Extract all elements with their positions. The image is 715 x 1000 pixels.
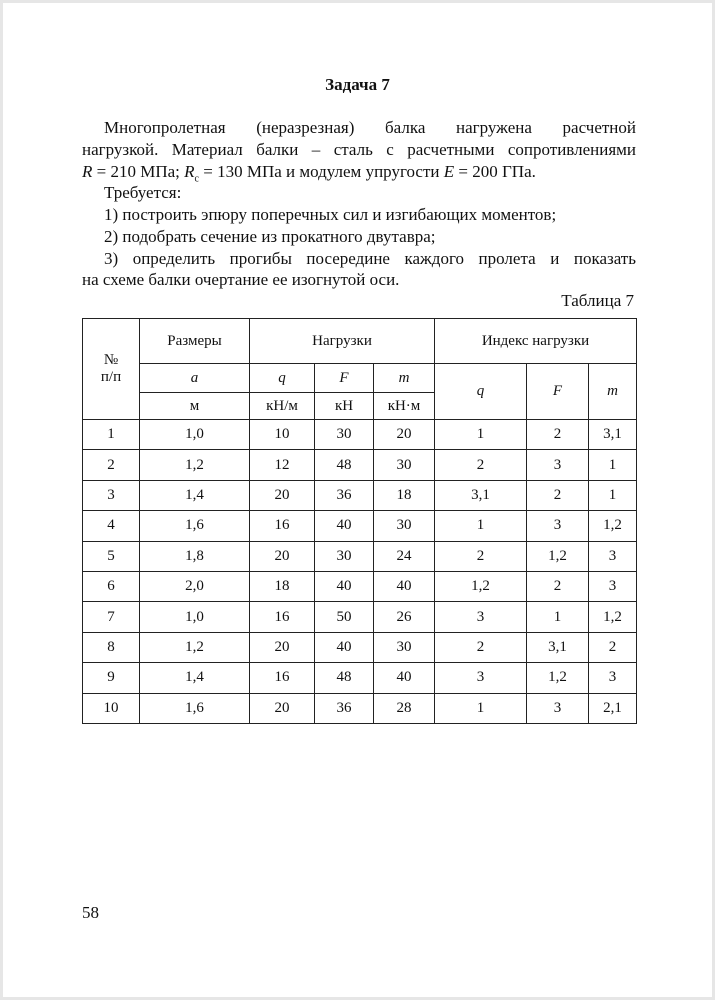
table-row [83,511,637,541]
table-cell: 20 [250,632,315,662]
table-cell: 1 [435,511,527,541]
table-cell: 36 [315,480,374,510]
table-row [83,632,637,662]
table-cell: 20 [374,420,435,450]
table-cell: 1,4 [140,480,250,510]
table-cell: 30 [315,541,374,571]
table-cell: 5 [83,541,140,571]
header-loads: Нагрузки [250,319,435,364]
table-cell: 40 [315,571,374,601]
requirements-heading: Требуется: [104,183,182,202]
table-cell: 9 [83,663,140,693]
table-cell: 3 [589,663,637,693]
table-row [83,420,637,450]
header-sizes: Размеры [140,319,250,364]
table-cell: 18 [250,571,315,601]
table-cell: 3 [527,693,589,723]
table-row [83,450,637,480]
table-cell: 50 [315,602,374,632]
table-cell: 1,0 [140,602,250,632]
table-cell: 1 [527,602,589,632]
table-cell: 20 [250,693,315,723]
table-cell: 2 [83,450,140,480]
table-cell: 3 [435,602,527,632]
subscript: c [194,173,199,185]
table-cell: 18 [374,480,435,510]
table-cell: 28 [374,693,435,723]
table-cell: 40 [315,511,374,541]
table-cell: 1,4 [140,663,250,693]
requirement-item: 3) определить прогибы посередине каждого пролета и показать [104,249,636,268]
table-row [83,541,637,571]
header-index-q: q [435,364,527,420]
symbol-r: R [82,162,93,181]
header-index: Индекс нагрузки [435,319,637,364]
unit-f: кН [315,393,374,420]
paragraph-line: Многопролетная (неразрезная) балка нагружена расчетной [104,118,636,137]
requirement-item-cont: на схеме балки очертание ее изогнутой оси. [82,270,400,289]
table-row [83,602,637,632]
table-cell: 16 [250,511,315,541]
table-cell: 40 [374,663,435,693]
table-cell: 1,2 [589,602,637,632]
table-cell: 10 [83,693,140,723]
requirement-item: 1) построить эпюру поперечных сил и изгибающих моментов; [104,205,557,224]
table-cell: 3 [435,663,527,693]
table-cell: 1,2 [435,571,527,601]
header-a: a [140,364,250,393]
table-cell: 2 [435,632,527,662]
table-cell: 3 [527,511,589,541]
table-cell: 1,0 [140,420,250,450]
table-cell: 10 [250,420,315,450]
header-num: № п/п [83,319,140,420]
table-cell: 30 [374,511,435,541]
table-cell: 2,0 [140,571,250,601]
symbol-e: E [443,162,455,181]
table-cell: 3 [527,450,589,480]
data-table [82,318,637,724]
table-cell: 3 [589,571,637,601]
table-cell: 1,2 [527,663,589,693]
table-cell: 2,1 [589,693,637,723]
table-cell: 1 [435,693,527,723]
table-cell: 3,1 [589,420,637,450]
header-m: m [374,364,435,393]
table-cell: 30 [374,450,435,480]
table-cell: 1 [435,420,527,450]
text: = 200 ГПа. [454,162,536,181]
text: = 130 МПа и модулем упругости [198,162,444,181]
paragraph-line: нагрузкой. Материал балки – сталь с расчетными сопротивлениями [82,140,636,159]
table-cell: 7 [83,602,140,632]
table-row [83,480,637,510]
table-cell: 4 [83,511,140,541]
table-label: Таблица 7 [561,291,634,310]
table-cell: 40 [315,632,374,662]
table-cell: 1,8 [140,541,250,571]
unit-m: кН·м [374,393,435,420]
unit-q: кН/м [250,393,315,420]
table-cell: 26 [374,602,435,632]
task-title: Задача 7 [325,75,390,94]
table-cell: 40 [374,571,435,601]
table-row [83,663,637,693]
table-cell: 1,6 [140,511,250,541]
table-cell: 1 [83,420,140,450]
table-cell: 48 [315,663,374,693]
table-cell: 1,2 [140,450,250,480]
table-cell: 20 [250,541,315,571]
table-cell: 3,1 [435,480,527,510]
page-number: 58 [82,903,99,922]
table-cell: 1,2 [527,541,589,571]
header-q: q [250,364,315,393]
table-cell: 36 [315,693,374,723]
table-cell: 16 [250,663,315,693]
text: = 210 МПа; [92,162,185,181]
table-cell: 3 [589,541,637,571]
table-cell: 48 [315,450,374,480]
requirement-item: 2) подобрать сечение из прокатного двутавра; [104,227,436,246]
table-cell: 8 [83,632,140,662]
table-cell: 30 [374,632,435,662]
table-cell: 1,2 [140,632,250,662]
table-cell: 30 [315,420,374,450]
symbol-rc: R [184,162,195,181]
table-cell: 2 [527,480,589,510]
table-cell: 20 [250,480,315,510]
table-cell: 6 [83,571,140,601]
header-index-m: m [589,364,637,420]
table-cell: 2 [527,571,589,601]
table-cell: 12 [250,450,315,480]
table-cell: 2 [527,420,589,450]
table-cell: 3,1 [527,632,589,662]
header-f: F [315,364,374,393]
table-cell: 1,2 [589,511,637,541]
table-cell: 2 [435,450,527,480]
header-index-f: F [527,364,589,420]
table-cell: 1,6 [140,693,250,723]
table-cell: 1 [589,450,637,480]
table-cell: 2 [589,632,637,662]
table-cell: 24 [374,541,435,571]
table-cell: 1 [589,480,637,510]
table-cell: 2 [435,541,527,571]
table-cell: 16 [250,602,315,632]
table-row [83,693,637,723]
table-cell: 3 [83,480,140,510]
table-row [83,571,637,601]
unit-a: м [140,393,250,420]
